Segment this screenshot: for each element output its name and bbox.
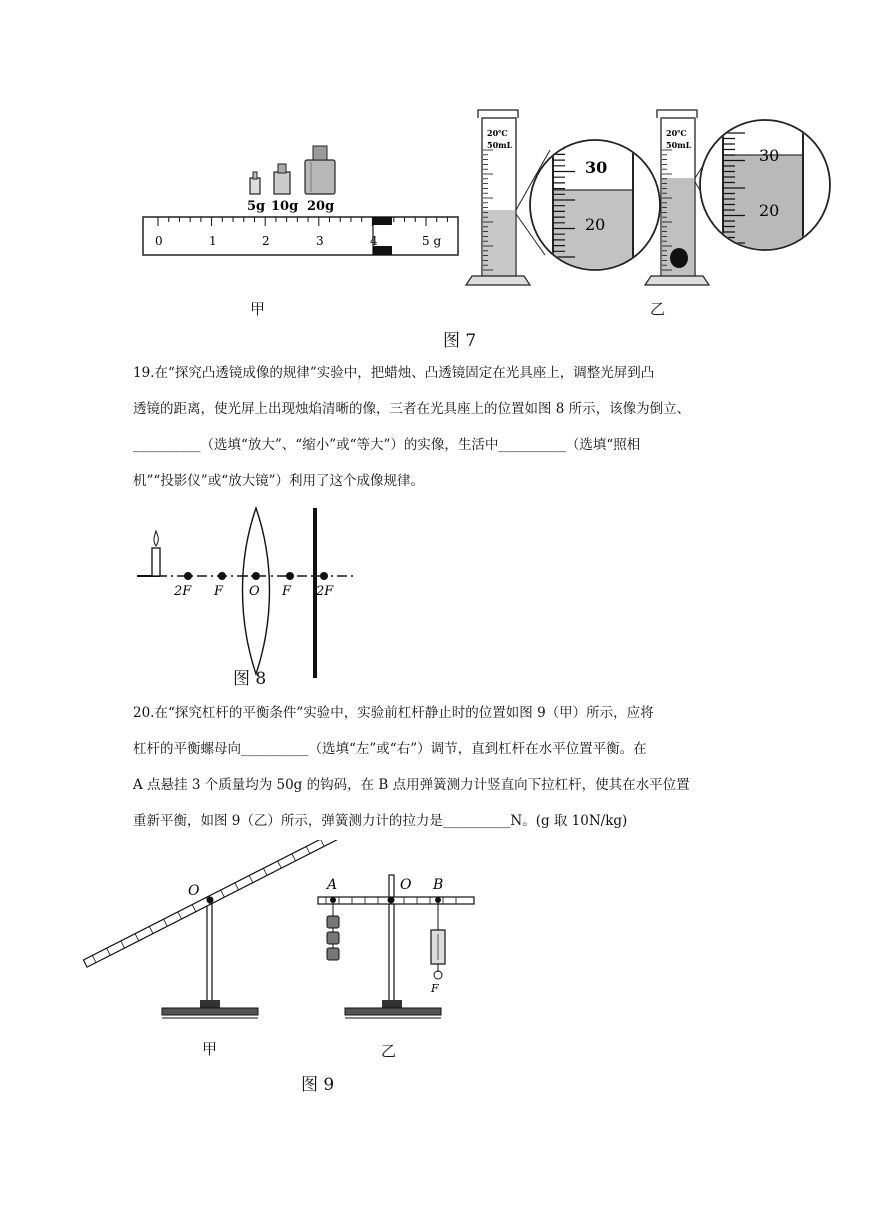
weight-20g: [305, 146, 335, 194]
ruler-tick-0: 0: [155, 234, 163, 248]
q19-line-1: 19.在“探究凸透镜成像的规律”实验中，把蜡烛、凸透镜固定在光具座上，调整光屏到凸: [133, 365, 655, 381]
zoom-circle-1: [530, 130, 660, 280]
ruler-tick-3: 3: [316, 234, 324, 248]
weight-label-10g: 10g: [271, 199, 299, 214]
figure-9: [0, 840, 520, 1100]
cyl1-label-temp: 20℃: [487, 128, 508, 138]
figure-7: [0, 0, 869, 350]
fig9-sublabel-jia: 甲: [202, 1040, 218, 1058]
label-o-yi: O: [400, 877, 412, 893]
q19-line-4: 机”“投影仪”或“放大镜”）利用了这个成像规律。: [133, 473, 425, 489]
force-label-f: F: [431, 982, 439, 995]
q19-line-3: __________（选填“放大”、“缩小”或“等大”）的实像，生活中__________（选填“照相: [133, 437, 641, 453]
ruler-tick-4: 4: [370, 234, 378, 248]
cyl2-label-vol: 50mL: [666, 140, 692, 150]
hook-weights: [327, 903, 339, 960]
weight-5g: [250, 172, 260, 194]
fig7-sublabel-yi: 乙: [650, 300, 666, 318]
balance-ruler: [143, 217, 458, 255]
zoom-circle-2: [700, 110, 830, 260]
figure-8: [0, 500, 400, 690]
ruler-tick-2: 2: [262, 234, 270, 248]
ruler-tick-1: 1: [209, 234, 217, 248]
label-b: B: [433, 877, 444, 893]
ruler-tick-5: 5 g: [422, 234, 442, 248]
zoom2-mark-20: 20: [759, 201, 780, 220]
label-2f-right: 2F: [316, 584, 334, 599]
spring-scale: [431, 903, 445, 979]
q20-line-4: 重新平衡，如图 9（乙）所示，弹簧测力计的拉力是__________N。(g 取 10N/kg): [133, 813, 628, 829]
fig7-caption: 图 7: [443, 331, 477, 351]
fig7-sublabel-jia: 甲: [250, 300, 266, 318]
fig8-caption: 图 8: [233, 669, 267, 689]
fig9-caption: 图 9: [301, 1075, 335, 1095]
label-f-right: F: [282, 584, 292, 599]
q20-line-2: 杠杆的平衡螺母向__________（选填“左”或“右”）调节，直到杠杆在水平位置平衡。在: [133, 741, 647, 757]
point-f-left: [218, 572, 226, 580]
pivot-label-jia: O: [188, 883, 200, 899]
cyl1-label-vol: 50mL: [487, 140, 513, 150]
figure-9-drawing: [0, 840, 520, 1100]
zoom1-mark-30: 30: [585, 158, 608, 177]
point-f-right: [286, 572, 294, 580]
label-a: A: [327, 877, 338, 893]
label-2f-left: 2F: [174, 584, 192, 599]
point-o: [252, 572, 260, 580]
figure-8-drawing: [0, 500, 400, 690]
q19-line-2: 透镜的距离，使光屏上出现烛焰清晰的像，三者在光具座上的位置如图 8 所示，该像为倒立、: [133, 401, 691, 417]
label-f-left: F: [214, 584, 224, 599]
figure-7-drawing: [0, 0, 869, 350]
weight-label-5g: 5g: [247, 199, 266, 214]
q20-line-1: 20.在“探究杠杆的平衡条件”实验中，实验前杠杆静止时的位置如图 9（甲）所示，应将: [133, 705, 654, 721]
weight-label-20g: 20g: [307, 199, 335, 214]
zoom1-mark-20: 20: [585, 215, 606, 234]
point-2f-right: [320, 572, 328, 580]
label-o: O: [249, 584, 260, 599]
zoom2-mark-30: 30: [759, 146, 780, 165]
candle: [152, 531, 160, 576]
lever-yi: [318, 897, 474, 905]
point-2f-left: [184, 572, 192, 580]
q20-line-3: A 点悬挂 3 个质量均为 50g 的钩码，在 B 点用弹簧测力计竖直向下拉杠杆，使其在水平位置: [133, 777, 690, 793]
weight-10g: [274, 164, 290, 194]
cyl2-label-temp: 20℃: [666, 128, 687, 138]
fig9-sublabel-yi: 乙: [381, 1042, 397, 1060]
